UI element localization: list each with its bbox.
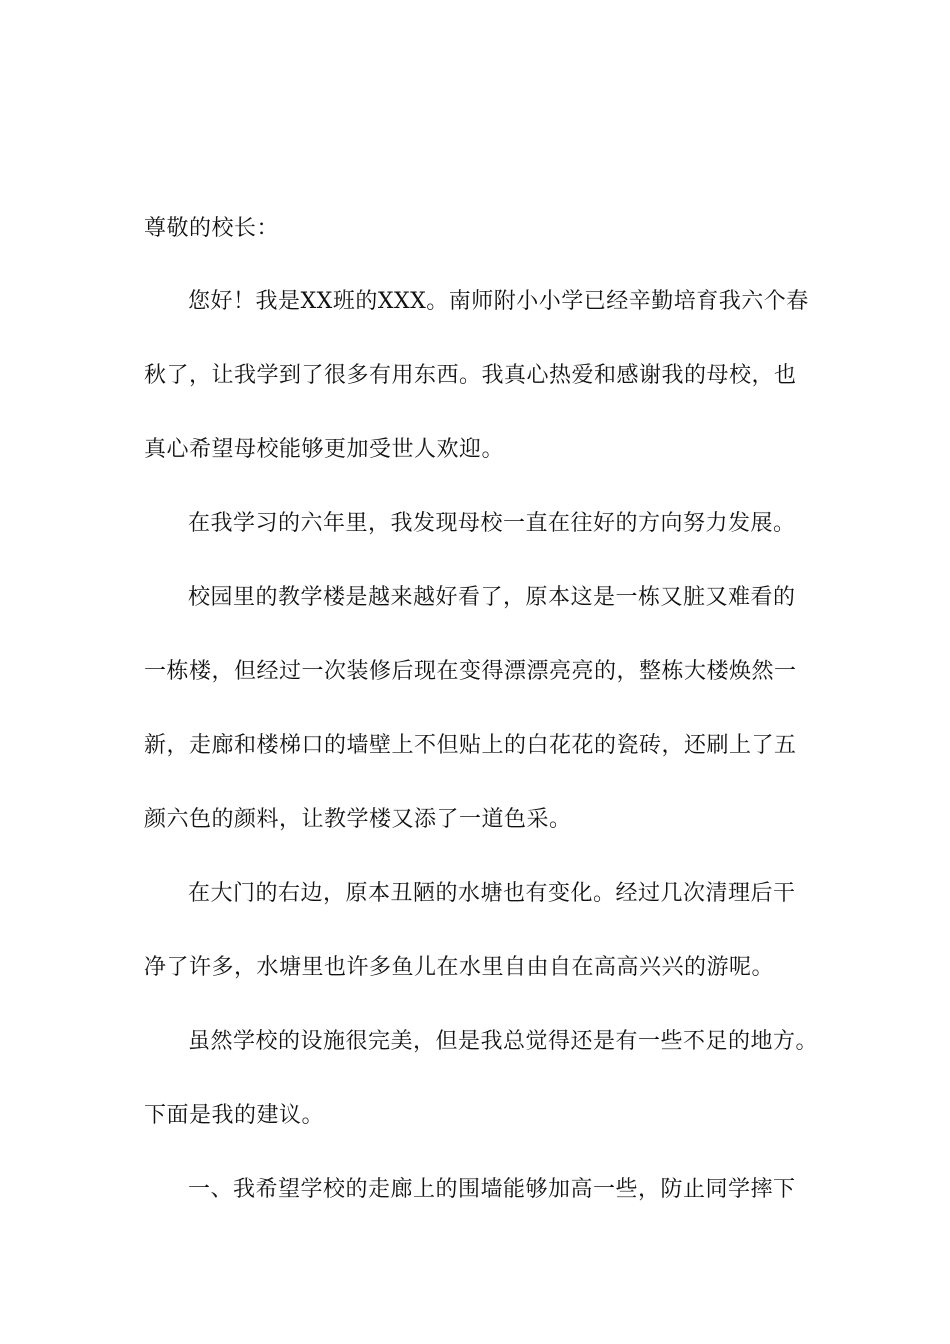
paragraph-line: 下面是我的建议。 <box>144 1103 325 1128</box>
paragraph-line: 一栋楼，但经过一次装修后现在变得漂漂亮亮的，整栋大楼焕然一 <box>144 659 797 684</box>
paragraph-line: 在我学习的六年里，我发现母校一直在往好的方向努力发展。 <box>188 511 796 536</box>
paragraph-line: 虽然学校的设施很完美，但是我总觉得还是有一些不足的地方。 <box>188 1029 819 1054</box>
salutation: 尊敬的校长： <box>144 216 280 241</box>
paragraph-line: 在大门的右边，原本丑陋的水塘也有变化。经过几次清理后干 <box>188 881 796 906</box>
paragraph-line: 颜六色的颜料，让教学楼又添了一道色采。 <box>144 807 572 832</box>
paragraph-line: 新，走廊和楼梯口的墙壁上不但贴上的白花花的瓷砖，还刷上了五 <box>144 733 797 758</box>
paragraph-line: 真心希望母校能够更加受世人欢迎。 <box>144 437 505 462</box>
paragraph-line: 一、我希望学校的走廊上的围墙能够加高一些，防止同学摔下 <box>188 1177 796 1202</box>
paragraph-line: 秋了，让我学到了很多有用东西。我真心热爱和感谢我的母校，也 <box>144 363 797 388</box>
paragraph-line: 净了许多，水塘里也许多鱼儿在水里自由自在高高兴兴的游呢。 <box>144 955 775 980</box>
paragraph-line: 校园里的教学楼是越来越好看了，原本这是一栋又脏又难看的 <box>188 585 796 610</box>
paragraph-line: 您好！我是XX班的XXX。南师附小小学已经辛勤培育我六个春 <box>188 289 809 314</box>
